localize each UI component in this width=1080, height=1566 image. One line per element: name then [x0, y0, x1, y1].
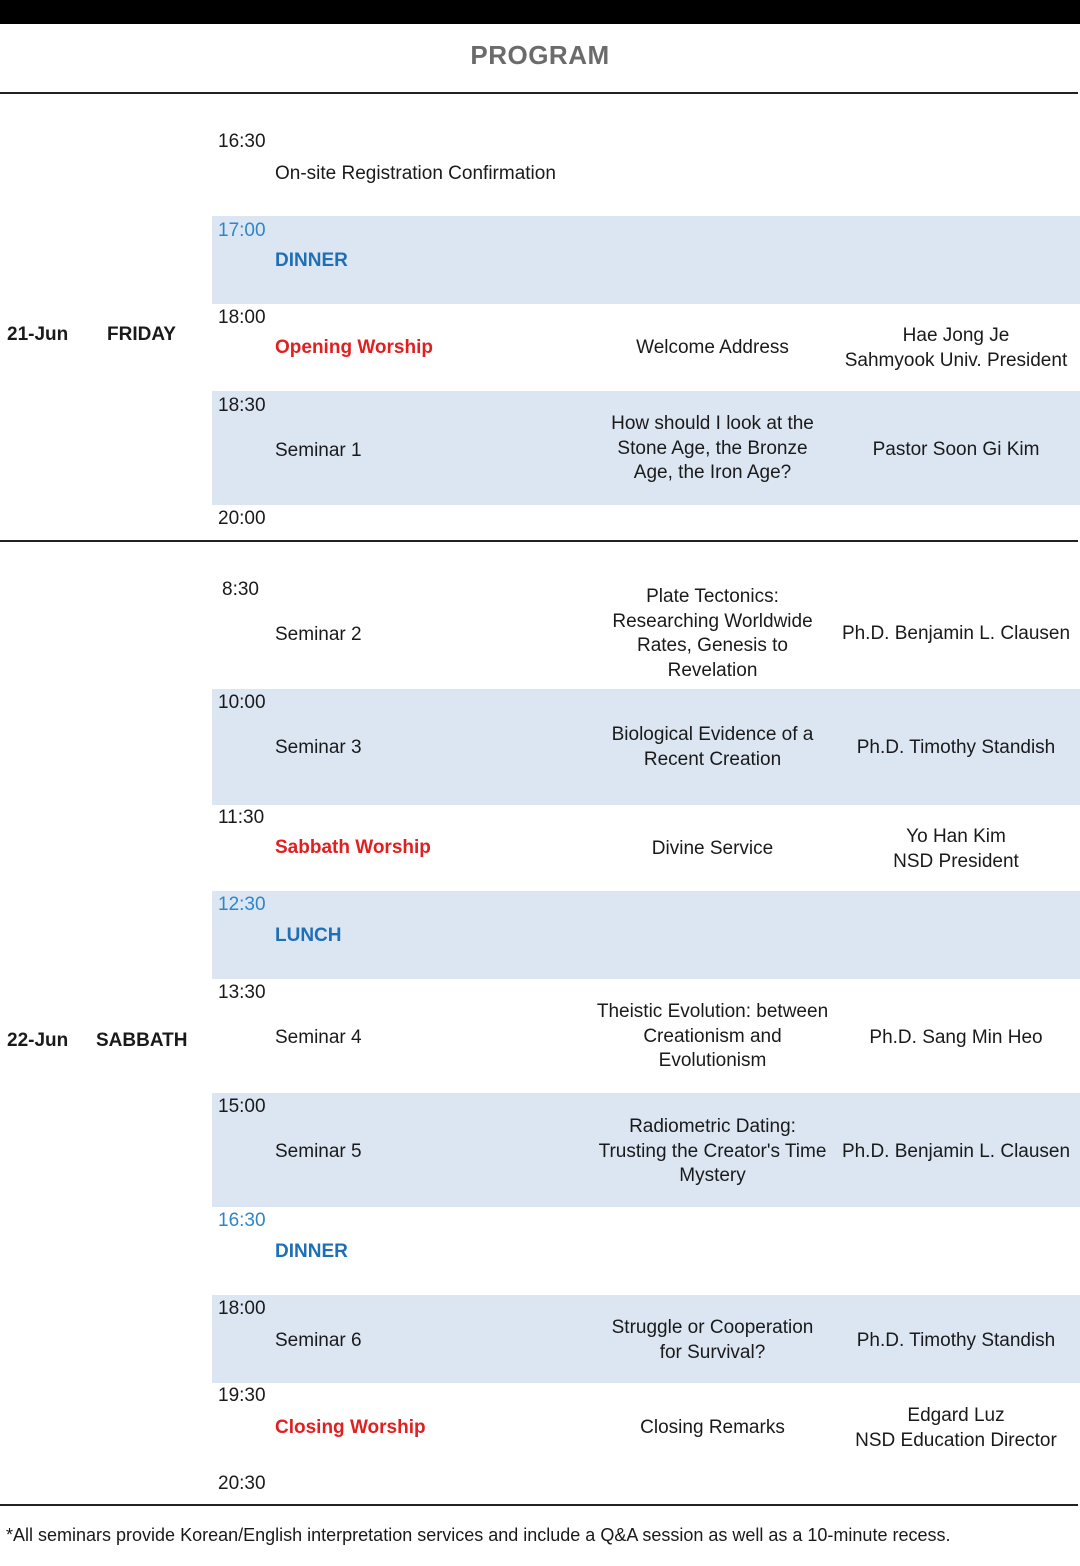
footnote: *All seminars provide Korean/English interpretation services and include a Q&A session as well as a 10-minute recess. — [6, 1525, 951, 1545]
row-activity: Seminar 5 — [275, 1141, 362, 1162]
row-time: 10:00 — [218, 692, 266, 713]
day-divider — [0, 540, 1078, 542]
row-activity: On-site Registration Confirmation — [275, 163, 556, 184]
row-speaker: Ph.D. Sang Min Heo — [869, 1027, 1043, 1048]
row-activity: Seminar 3 — [275, 737, 362, 758]
row-description: Divine Service — [651, 838, 774, 859]
row-description: Biological Evidence of a Recent Creation — [611, 724, 814, 770]
row-description: Plate Tectonics: Researching Worldwide Rates, Genesis to Revelation — [612, 586, 813, 681]
row-activity: Seminar 6 — [275, 1330, 362, 1351]
row-activity: Seminar 1 — [275, 440, 362, 461]
row-speaker: Edgard Luz NSD Education Director — [855, 1405, 1057, 1451]
row-activity: Sabbath Worship — [275, 837, 431, 858]
row-time: 16:30 — [218, 131, 266, 152]
row-speaker: Ph.D. Benjamin L. Clausen — [841, 623, 1071, 644]
row-activity: Closing Worship — [275, 1417, 426, 1438]
row-time: 12:30 — [218, 894, 266, 915]
row-time: 18:30 — [218, 395, 266, 416]
row-description: How should I look at the Stone Age, the Bronze Age, the Iron Age? — [611, 413, 814, 483]
row-time: 16:30 — [218, 1210, 266, 1231]
row-description: Radiometric Dating: Trusting the Creator's Time Mystery — [598, 1116, 827, 1186]
row-activity: Opening Worship — [275, 337, 433, 358]
row-speaker: Hae Jong Je Sahmyook Univ. President — [844, 325, 1068, 371]
row-band — [212, 891, 1080, 979]
row-speaker: Ph.D. Timothy Standish — [856, 737, 1056, 758]
row-speaker: Pastor Soon Gi Kim — [872, 439, 1040, 460]
row-speaker: Ph.D. Timothy Standish — [856, 1330, 1056, 1351]
end-time: 20:00 — [218, 508, 266, 529]
row-time: 18:00 — [218, 307, 266, 328]
row-time: 17:00 — [218, 220, 266, 241]
row-time: 11:30 — [218, 807, 265, 828]
day-date: 21-Jun — [7, 324, 69, 345]
row-activity: LUNCH — [275, 925, 342, 946]
row-activity: DINNER — [275, 250, 348, 271]
page-title: PROGRAM — [470, 40, 610, 70]
row-description: Theistic Evolution: between Creationism and Evolutionism — [596, 1001, 829, 1071]
row-activity: Seminar 2 — [275, 624, 362, 645]
row-description: Struggle or Cooperation for Survival? — [611, 1317, 814, 1363]
row-time: 15:00 — [218, 1096, 266, 1117]
top-black-bar — [0, 0, 1080, 24]
day-weekday: FRIDAY — [107, 324, 176, 345]
row-speaker: Yo Han Kim NSD President — [893, 826, 1019, 872]
row-speaker: Ph.D. Benjamin L. Clausen — [841, 1141, 1071, 1162]
row-time: 19:30 — [218, 1385, 266, 1406]
row-time: 8:30 — [222, 579, 259, 600]
row-time: 13:30 — [218, 982, 266, 1003]
title-divider — [0, 92, 1078, 94]
day-weekday: SABBATH — [96, 1030, 188, 1051]
row-description: Closing Remarks — [640, 1417, 785, 1438]
footer-divider — [0, 1504, 1078, 1506]
end-time: 20:30 — [218, 1473, 266, 1494]
row-activity: Seminar 4 — [275, 1027, 362, 1048]
row-activity: DINNER — [275, 1241, 348, 1262]
day-date: 22-Jun — [7, 1030, 69, 1051]
row-time: 18:00 — [218, 1298, 266, 1319]
row-description: Welcome Address — [636, 337, 789, 358]
